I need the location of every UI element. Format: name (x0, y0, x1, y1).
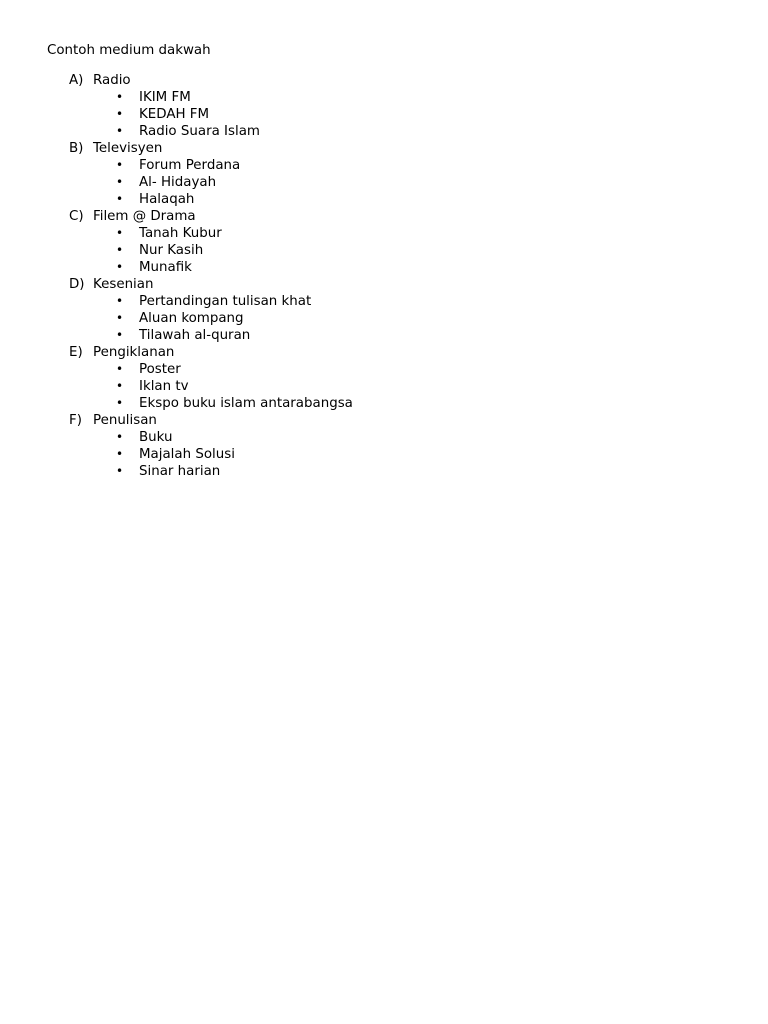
bullet-icon: • (116, 192, 124, 206)
bullet-icon: • (116, 243, 124, 257)
list-item (0, 463, 768, 480)
list-item (0, 174, 768, 191)
bullet-icon: • (116, 260, 124, 274)
list-item (0, 395, 768, 412)
list-item-text: Sinar harian (139, 464, 221, 479)
bullet-icon: • (116, 447, 124, 461)
bullet-icon: • (116, 294, 124, 308)
list-item-text: Iklan tv (139, 379, 189, 394)
section-filem-drama (0, 208, 768, 276)
list-item (0, 89, 768, 106)
section-pengiklanan (0, 344, 768, 412)
section-heading (0, 276, 768, 293)
list-item-text: Majalah Solusi (139, 447, 235, 462)
bullet-icon: • (116, 430, 124, 444)
list-item (0, 378, 768, 395)
section-label: Filem @ Drama (93, 209, 196, 224)
section-radio (0, 72, 768, 140)
list-item-text: Tanah Kubur (139, 226, 222, 241)
bullet-icon: • (116, 226, 124, 240)
list-item (0, 310, 768, 327)
list-item (0, 259, 768, 276)
section-penulisan (0, 412, 768, 480)
list-item-text: Poster (139, 362, 181, 377)
bullet-icon: • (116, 362, 124, 376)
list-item (0, 123, 768, 140)
section-label: Televisyen (93, 141, 163, 156)
bullet-icon: • (116, 158, 124, 172)
list-item (0, 429, 768, 446)
list-item (0, 361, 768, 378)
list-item (0, 446, 768, 463)
bullet-icon: • (116, 464, 124, 478)
list-item (0, 242, 768, 259)
section-letter: B) (69, 141, 84, 156)
list-item-text: Halaqah (139, 192, 195, 207)
list-item-text: KEDAH FM (139, 107, 210, 122)
list-item-text: Radio Suara Islam (139, 124, 260, 139)
list-item-text: Aluan kompang (139, 311, 244, 326)
list-item-text: Al- Hidayah (139, 175, 217, 190)
list-item (0, 225, 768, 242)
bullet-icon: • (116, 90, 124, 104)
section-letter: F) (69, 413, 82, 428)
list-item-text: Nur Kasih (139, 243, 204, 258)
section-letter: C) (69, 209, 84, 224)
list-item-text: Tilawah al-quran (139, 328, 251, 343)
section-heading (0, 344, 768, 361)
section-heading (0, 208, 768, 225)
section-label: Radio (93, 73, 131, 88)
bullet-icon: • (116, 124, 124, 138)
list-item (0, 157, 768, 174)
bullet-icon: • (116, 311, 124, 325)
list-item-text: Pertandingan tulisan khat (139, 294, 312, 309)
section-heading (0, 140, 768, 157)
list-item-text: Buku (139, 430, 173, 445)
section-label: Pengiklanan (93, 345, 175, 360)
list-item (0, 106, 768, 123)
bullet-icon: • (116, 379, 124, 393)
bullet-icon: • (116, 175, 124, 189)
section-letter: D) (69, 277, 85, 292)
bullet-icon: • (116, 328, 124, 342)
list-item (0, 293, 768, 310)
list-item (0, 191, 768, 208)
list-item-text: Ekspo buku islam antarabangsa (139, 396, 353, 411)
list-item-text: Forum Perdana (139, 158, 241, 173)
list-item-text: Munafik (139, 260, 192, 275)
section-letter: E) (69, 345, 83, 360)
section-televisyen (0, 140, 768, 208)
section-kesenian (0, 276, 768, 344)
section-label: Penulisan (93, 413, 157, 428)
section-label: Kesenian (93, 277, 154, 292)
bullet-icon: • (116, 396, 124, 410)
medium-outline (0, 72, 768, 480)
section-letter: A) (69, 73, 84, 88)
list-item (0, 327, 768, 344)
list-item-text: IKIM FM (139, 90, 191, 105)
section-heading (0, 72, 768, 89)
document-title: Contoh medium dakwah (47, 43, 211, 58)
section-heading (0, 412, 768, 429)
bullet-icon: • (116, 107, 124, 121)
